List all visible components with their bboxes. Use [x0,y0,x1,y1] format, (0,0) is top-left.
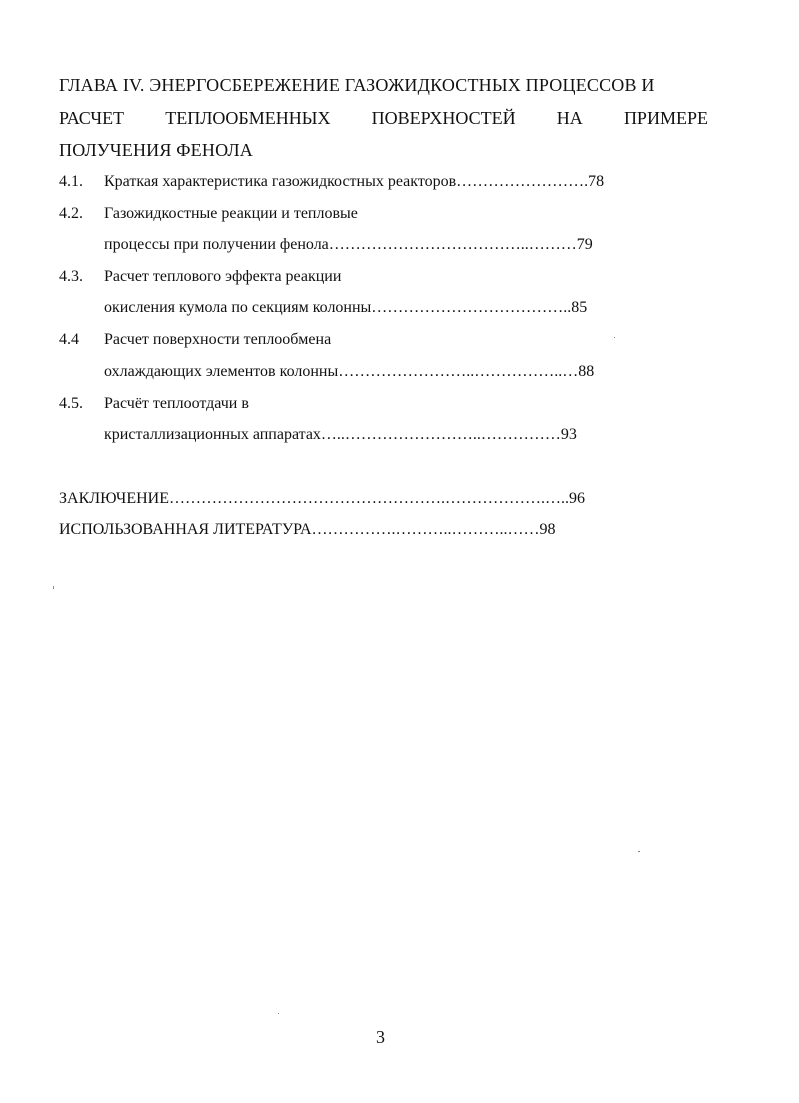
scan-speck [638,851,640,852]
scan-speck [53,586,54,589]
toc-entry-number: 4.5. [59,395,83,412]
chapter-title-word: ТЕПЛООБМЕННЫХ [165,108,331,128]
toc-entry-text: Расчет поверхности теплообмена [104,331,332,348]
toc-entry-text: Расчёт теплоотдачи в [104,395,249,412]
toc-entry-text: Газожидкостные реакции и тепловые [104,205,358,222]
scan-speck [278,1013,279,1014]
chapter-title-line-3: ПОЛУЧЕНИЯ ФЕНОЛА [59,140,253,160]
toc-section-conclusion: ЗАКЛЮЧЕНИЕ…………………………………………….……………….…..96 [59,490,585,507]
toc-entry-continuation: окисления кумола по секциям колонны………………………………..85 [104,299,588,316]
toc-entry-number: 4.1. [59,173,83,190]
page-number: 3 [376,1027,385,1047]
chapter-title-word: РАСЧЕТ [59,108,125,128]
toc-entry-continuation: кристаллизационных аппаратах…..……………………..……………93 [104,426,577,443]
toc-entry-continuation: охлаждающих элементов колонны……………………..……………..…88 [104,363,595,380]
toc-entry-text: Краткая характеристика газожидкостных реакторов…………………….78 [104,173,605,190]
chapter-title-word: ПРИМЕРЕ [623,108,708,128]
toc-entry-number: 4.4 [59,331,79,348]
scan-speck [614,337,615,338]
toc-section-references: ИСПОЛЬЗОВАННАЯ ЛИТЕРАТУРА…………….………..………..……98 [59,521,556,538]
chapter-title-line-2 [59,109,708,127]
chapter-title-line-1: ГЛАВА IV. ЭНЕРГОСБЕРЕЖЕНИЕ ГАЗОЖИДКОСТНЫХ ПРОЦЕССОВ И [59,75,655,95]
toc-entry-number: 4.3. [59,268,83,285]
chapter-title-word: ПОВЕРХНОСТЕЙ [371,108,516,128]
toc-entry-text: Расчет теплового эффекта реакции [104,268,342,285]
toc-entry-number: 4.2. [59,205,83,222]
toc-entry-continuation: процессы при получении фенола………………………………..………79 [104,236,593,253]
chapter-title-word: НА [556,108,583,128]
